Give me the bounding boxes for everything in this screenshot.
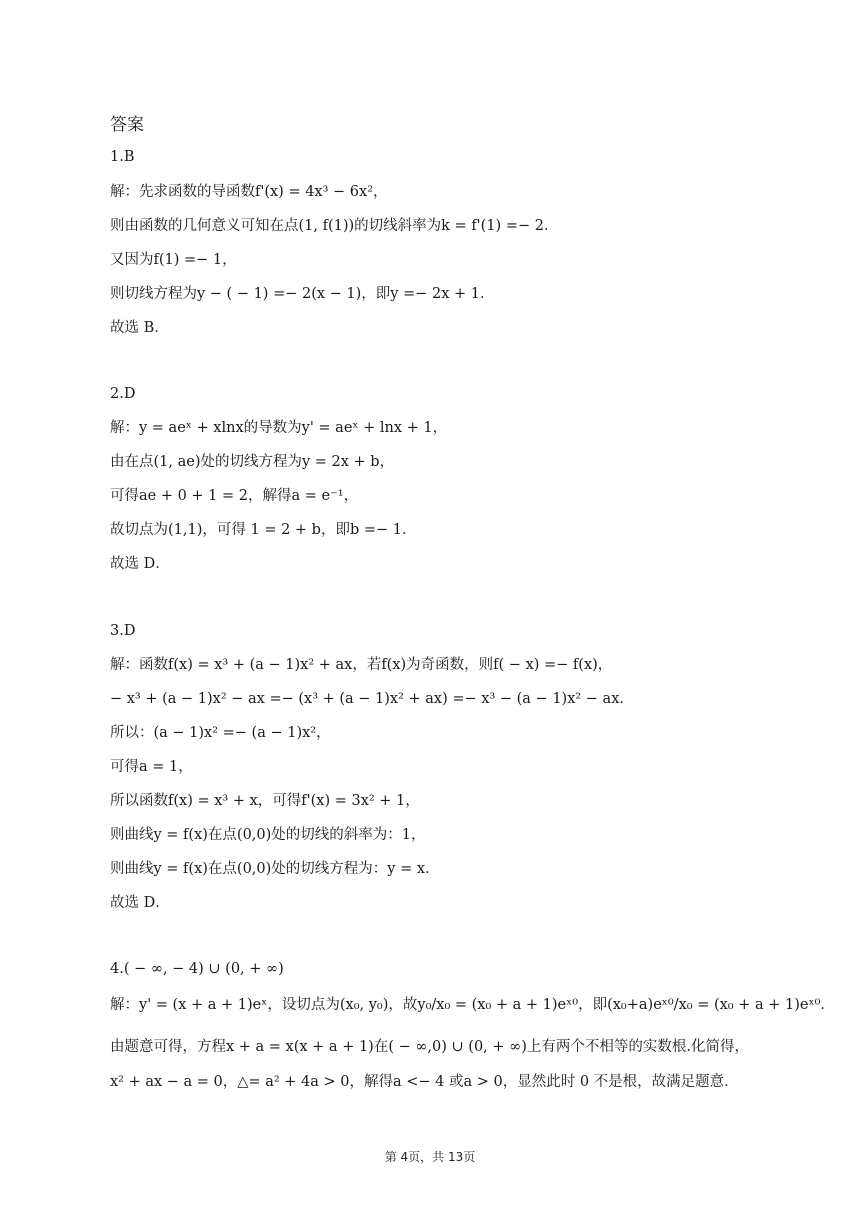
answer-3-line-7: 则曲线y = f(x)在点(0,0)处的切线方程为：y = x． bbox=[110, 861, 440, 877]
page-footer: 第 4页，共 13页 bbox=[384, 1150, 476, 1164]
answer-4-line-3: x² + ax − a = 0，△= a² + 4a > 0，解得a <− 4 或a > 0，显然此时 0 不是根，故满足题意． bbox=[110, 1074, 739, 1090]
answer-1-line-1: 解：先求函数的导函数f'(x) = 4x³ − 6x²， bbox=[110, 184, 388, 200]
answer-2-line-5: 故选 D． bbox=[110, 556, 170, 572]
answer-2-label: 2.D bbox=[110, 386, 136, 402]
answer-3-line-1: 解：函数f(x) = x³ + (a − 1)x² + ax，若f(x)为奇函数，则f( − x) =− f(x)， bbox=[110, 657, 613, 673]
answer-1-line-5: 故选 B． bbox=[110, 320, 169, 336]
answer-heading: 答案 bbox=[110, 115, 144, 135]
answer-3-line-8: 故选 D． bbox=[110, 895, 170, 911]
answer-3-line-2: − x³ + (a − 1)x² − ax =− (x³ + (a − 1)x² + ax) =− x³ − (a − 1)x² − ax． bbox=[110, 691, 634, 707]
answer-2-line-4: 故切点为(1,1)，可得 1 = 2 + b，即b =− 1． bbox=[110, 522, 417, 538]
answer-1-label: 1.B bbox=[110, 149, 135, 165]
answer-2-line-2: 由在点(1, ae)处的切线方程为y = 2x + b， bbox=[110, 454, 395, 470]
answer-3-line-5: 所以函数f(x) = x³ + x，可得f'(x) = 3x² + 1， bbox=[110, 793, 420, 809]
answer-3-line-3: 所以：(a − 1)x² =− (a − 1)x²， bbox=[110, 725, 331, 741]
answer-3-label: 3.D bbox=[110, 623, 136, 639]
answer-4-line-1: 解：y' = (x + a + 1)eˣ，设切点为(x₀, y₀)，故y₀/x₀ = (x₀ + a + 1)eˣ⁰，即(x₀+a)eˣ⁰/x₀ = (x₀ + a + 1)eˣ⁰． bbox=[110, 997, 835, 1013]
answer-1-line-2: 则由函数的几何意义可知在点(1, f(1))的切线斜率为k = f'(1) =− 2． bbox=[110, 218, 559, 234]
answer-4-line-2: 由题意可得，方程x + a = x(x + a + 1)在( − ∞,0) ∪ (0, + ∞)上有两个不相等的实数根.化简得， bbox=[110, 1039, 749, 1055]
answer-3-line-6: 则曲线y = f(x)在点(0,0)处的切线的斜率为：1， bbox=[110, 827, 426, 843]
answer-1-line-3: 又因为f(1) =− 1， bbox=[110, 252, 237, 268]
answer-1-line-4: 则切线方程为y − ( − 1) =− 2(x − 1)，即y =− 2x + 1． bbox=[110, 286, 495, 302]
answer-3-line-4: 可得a = 1， bbox=[110, 759, 193, 775]
answer-4-label: 4.( − ∞, − 4) ∪ (0, + ∞) bbox=[110, 961, 284, 977]
answer-2-line-1: 解：y = aeˣ + xlnx的导数为y' = aeˣ + lnx + 1， bbox=[110, 420, 448, 436]
answer-2-line-3: 可得ae + 0 + 1 = 2，解得a = e⁻¹， bbox=[110, 488, 359, 504]
